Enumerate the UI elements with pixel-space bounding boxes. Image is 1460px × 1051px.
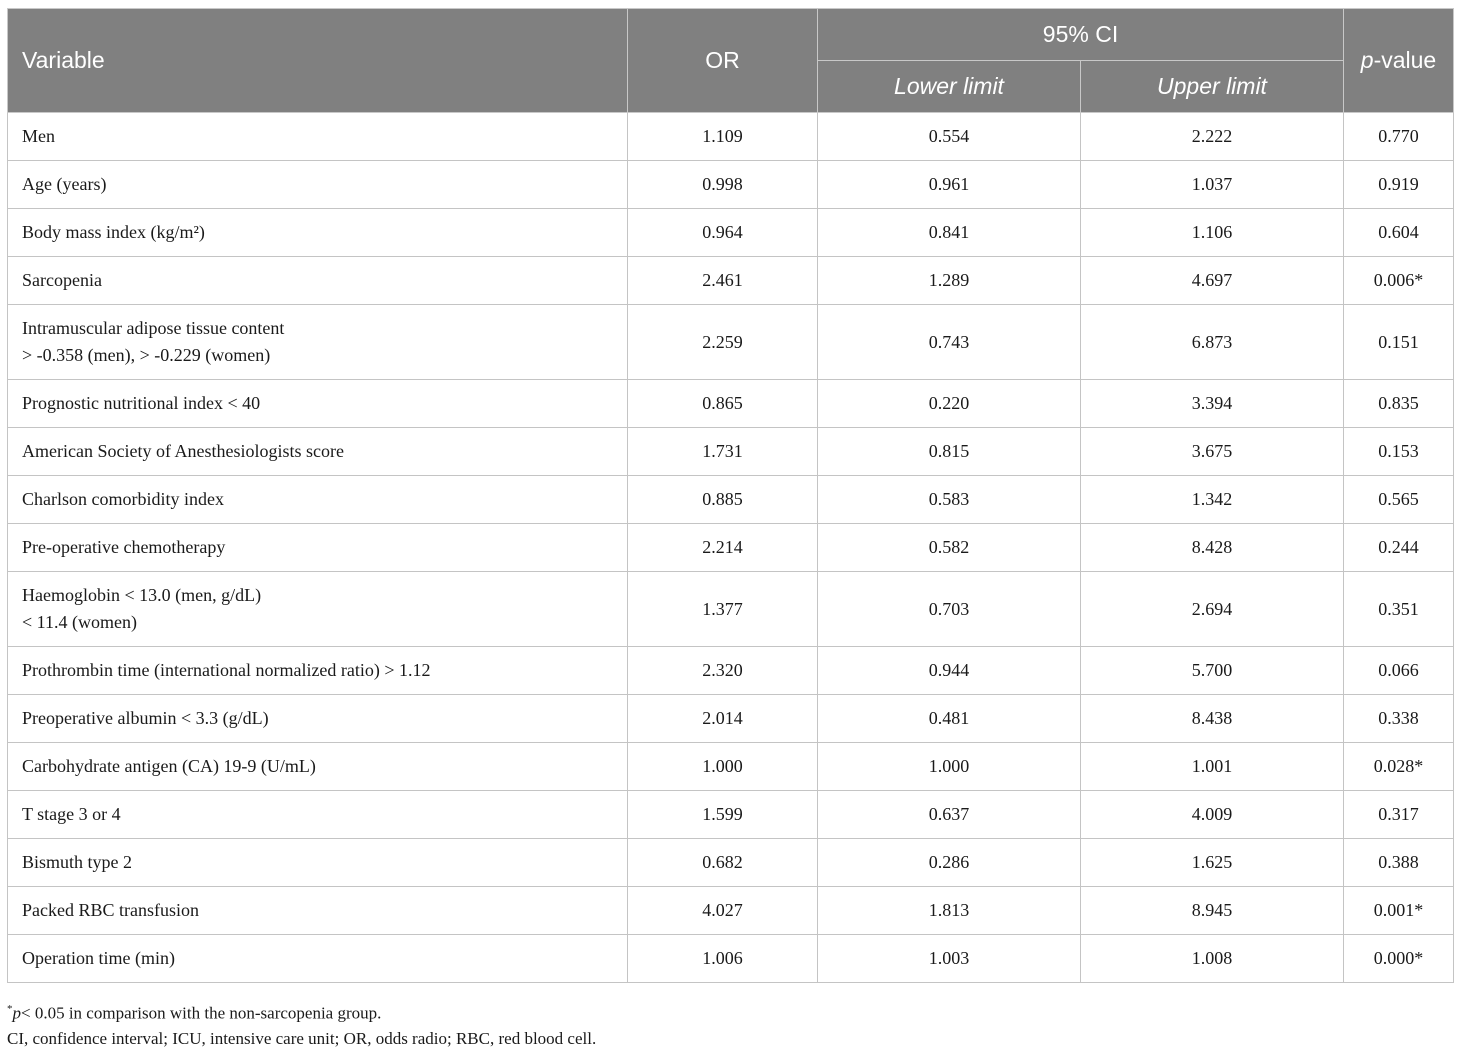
footnote-abbreviations: CI, confidence interval; ICU, intensive care unit; OR, odds radio; RBC, red blood cell. — [7, 1028, 597, 1048]
table-row — [8, 161, 1454, 209]
cell-p: 0.388 — [1344, 839, 1454, 887]
cell-upper: 1.342 — [1081, 476, 1344, 524]
cell-lower: 0.481 — [818, 695, 1081, 743]
cell-p: 0.770 — [1344, 113, 1454, 161]
table-row — [8, 113, 1454, 161]
table-footnotes — [7, 997, 1453, 1051]
cell-p: 0.153 — [1344, 428, 1454, 476]
cell-upper: 1.037 — [1081, 161, 1344, 209]
cell-lower: 0.554 — [818, 113, 1081, 161]
header-or: OR — [628, 9, 818, 113]
cell-upper: 4.697 — [1081, 257, 1344, 305]
variable-line: Sarcopenia — [22, 270, 102, 290]
cell-variable — [8, 257, 628, 305]
cell-variable — [8, 161, 628, 209]
table-row — [8, 305, 1454, 380]
cell-p: 0.338 — [1344, 695, 1454, 743]
results-table-container — [7, 8, 1453, 983]
cell-p: 0.351 — [1344, 572, 1454, 647]
cell-variable — [8, 380, 628, 428]
cell-lower: 0.815 — [818, 428, 1081, 476]
table-row — [8, 476, 1454, 524]
variable-line: Charlson comorbidity index — [22, 489, 224, 509]
variable-line: > -0.358 (men), > -0.229 (women) — [22, 345, 271, 365]
variable-line: T stage 3 or 4 — [22, 804, 121, 824]
cell-p: 0.835 — [1344, 380, 1454, 428]
cell-lower: 1.000 — [818, 743, 1081, 791]
cell-upper: 3.394 — [1081, 380, 1344, 428]
cell-upper: 8.945 — [1081, 887, 1344, 935]
cell-p: 0.001* — [1344, 887, 1454, 935]
cell-variable — [8, 305, 628, 380]
cell-or: 2.461 — [628, 257, 818, 305]
header-p-rest: -value — [1373, 47, 1437, 73]
variable-line: Men — [22, 126, 55, 146]
cell-upper: 4.009 — [1081, 791, 1344, 839]
header-lower-limit: Lower limit — [818, 61, 1081, 113]
cell-lower: 0.743 — [818, 305, 1081, 380]
table-body — [8, 113, 1454, 983]
variable-line: Operation time (min) — [22, 948, 175, 968]
cell-or: 0.682 — [628, 839, 818, 887]
cell-variable — [8, 887, 628, 935]
cell-lower: 0.220 — [818, 380, 1081, 428]
variable-line: Haemoglobin < 13.0 (men, g/dL) — [22, 585, 262, 605]
cell-variable — [8, 113, 628, 161]
cell-p: 0.028* — [1344, 743, 1454, 791]
cell-lower: 0.841 — [818, 209, 1081, 257]
footnote-line1-text: < 0.05 in comparison with the non-sarcopenia group. — [21, 1003, 382, 1023]
table-row — [8, 887, 1454, 935]
cell-lower: 1.003 — [818, 935, 1081, 983]
cell-variable — [8, 647, 628, 695]
logistic-regression-table — [7, 8, 1454, 983]
cell-variable — [8, 839, 628, 887]
header-p-italic: p — [1360, 47, 1374, 73]
variable-line: Carbohydrate antigen (CA) 19-9 (U/mL) — [22, 756, 316, 776]
cell-variable — [8, 209, 628, 257]
variable-line: Intramuscular adipose tissue content — [22, 318, 285, 338]
cell-lower: 0.286 — [818, 839, 1081, 887]
cell-upper: 1.001 — [1081, 743, 1344, 791]
cell-or: 4.027 — [628, 887, 818, 935]
table-row — [8, 524, 1454, 572]
cell-upper: 8.428 — [1081, 524, 1344, 572]
cell-lower: 1.289 — [818, 257, 1081, 305]
variable-line: Prognostic nutritional index < 40 — [22, 393, 261, 413]
table-row — [8, 428, 1454, 476]
cell-p: 0.565 — [1344, 476, 1454, 524]
table-row — [8, 209, 1454, 257]
cell-p: 0.066 — [1344, 647, 1454, 695]
cell-or: 0.865 — [628, 380, 818, 428]
cell-upper: 2.222 — [1081, 113, 1344, 161]
cell-lower: 0.944 — [818, 647, 1081, 695]
cell-variable — [8, 791, 628, 839]
table-row — [8, 647, 1454, 695]
cell-p: 0.604 — [1344, 209, 1454, 257]
cell-lower: 0.961 — [818, 161, 1081, 209]
cell-p: 0.006* — [1344, 257, 1454, 305]
table-row — [8, 743, 1454, 791]
cell-p: 0.000* — [1344, 935, 1454, 983]
cell-or: 1.377 — [628, 572, 818, 647]
cell-variable — [8, 695, 628, 743]
table-row — [8, 257, 1454, 305]
table-row — [8, 935, 1454, 983]
cell-or: 2.214 — [628, 524, 818, 572]
cell-variable — [8, 476, 628, 524]
cell-or: 1.599 — [628, 791, 818, 839]
cell-variable — [8, 428, 628, 476]
variable-line: Preoperative albumin < 3.3 (g/dL) — [22, 708, 269, 728]
cell-or: 2.014 — [628, 695, 818, 743]
cell-lower: 0.703 — [818, 572, 1081, 647]
cell-lower: 1.813 — [818, 887, 1081, 935]
cell-upper: 1.106 — [1081, 209, 1344, 257]
header-variable: Variable — [8, 9, 628, 113]
cell-p: 0.919 — [1344, 161, 1454, 209]
cell-lower: 0.582 — [818, 524, 1081, 572]
variable-line: Body mass index (kg/m²) — [22, 222, 205, 242]
cell-lower: 0.583 — [818, 476, 1081, 524]
cell-upper: 8.438 — [1081, 695, 1344, 743]
variable-line: Bismuth type 2 — [22, 852, 133, 872]
cell-upper: 1.625 — [1081, 839, 1344, 887]
cell-or: 2.320 — [628, 647, 818, 695]
cell-or: 1.109 — [628, 113, 818, 161]
cell-upper: 6.873 — [1081, 305, 1344, 380]
cell-or: 1.731 — [628, 428, 818, 476]
variable-line: < 11.4 (women) — [22, 612, 137, 632]
cell-upper: 2.694 — [1081, 572, 1344, 647]
table-row — [8, 791, 1454, 839]
cell-upper: 5.700 — [1081, 647, 1344, 695]
variable-line: American Society of Anesthesiologists score — [22, 441, 344, 461]
cell-p: 0.317 — [1344, 791, 1454, 839]
cell-variable — [8, 935, 628, 983]
cell-or: 0.998 — [628, 161, 818, 209]
cell-or: 0.885 — [628, 476, 818, 524]
footnote-significance — [7, 997, 1453, 1026]
cell-or: 1.006 — [628, 935, 818, 983]
header-upper-limit: Upper limit — [1081, 61, 1344, 113]
table-row — [8, 572, 1454, 647]
cell-variable — [8, 743, 628, 791]
cell-or: 0.964 — [628, 209, 818, 257]
cell-or: 2.259 — [628, 305, 818, 380]
table-row — [8, 695, 1454, 743]
cell-p: 0.151 — [1344, 305, 1454, 380]
variable-line: Pre-operative chemotherapy — [22, 537, 226, 557]
cell-variable — [8, 572, 628, 647]
variable-line: Age (years) — [22, 174, 107, 194]
table-row — [8, 839, 1454, 887]
cell-variable — [8, 524, 628, 572]
cell-upper: 3.675 — [1081, 428, 1344, 476]
footnote-p-italic: p — [12, 1003, 21, 1023]
variable-line: Packed RBC transfusion — [22, 900, 199, 920]
cell-p: 0.244 — [1344, 524, 1454, 572]
cell-lower: 0.637 — [818, 791, 1081, 839]
table-row — [8, 380, 1454, 428]
variable-line: Prothrombin time (international normalized ratio) > 1.12 — [22, 660, 431, 680]
cell-or: 1.000 — [628, 743, 818, 791]
header-95-ci: 95% CI — [818, 9, 1344, 61]
cell-upper: 1.008 — [1081, 935, 1344, 983]
footnote-star: * — [7, 1003, 13, 1015]
header-p-value — [1344, 9, 1454, 113]
